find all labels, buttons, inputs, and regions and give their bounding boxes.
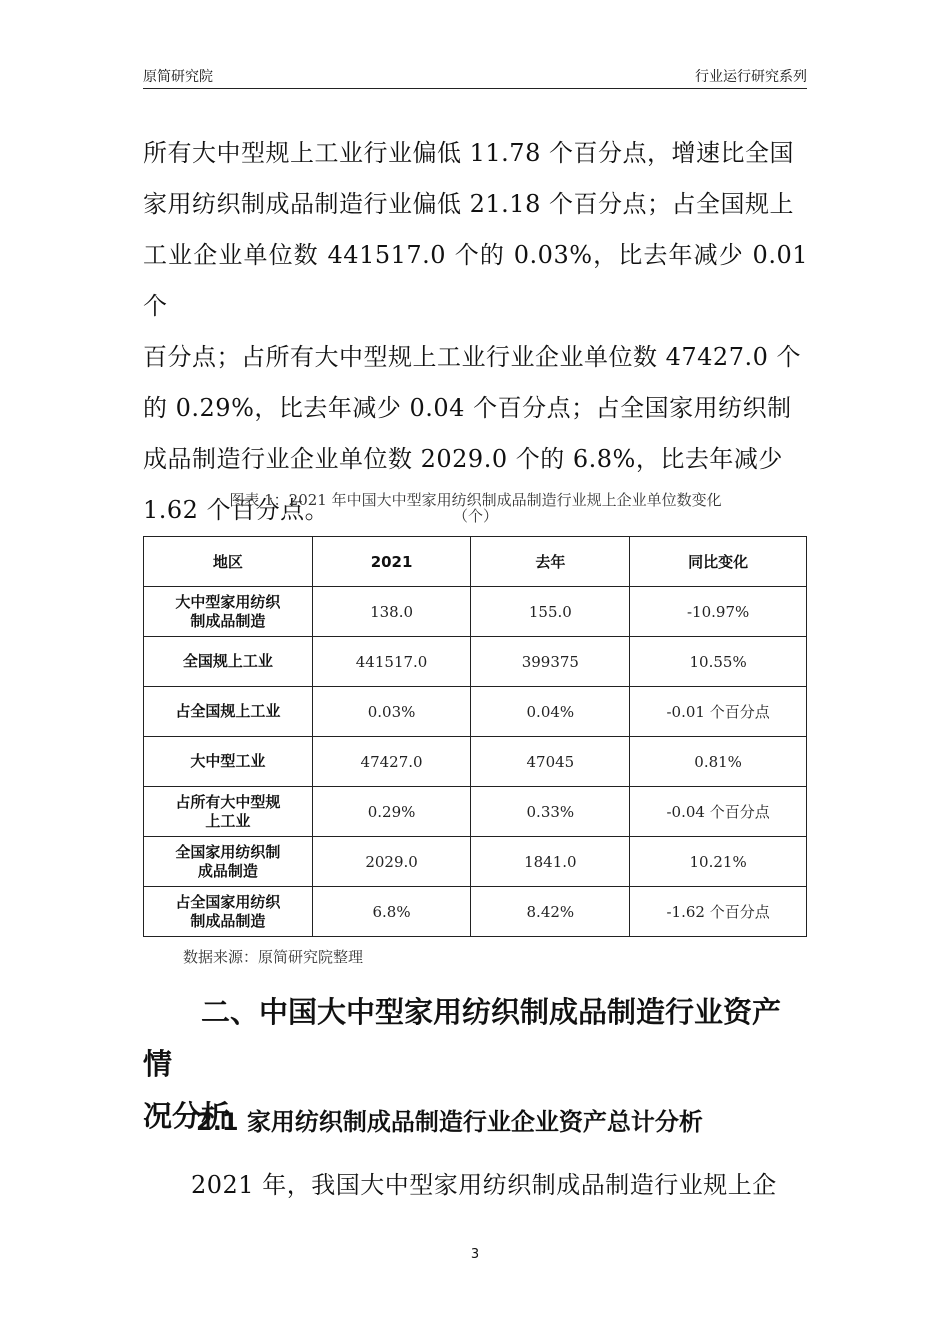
value-yoy-change: -0.04 个百分点 — [630, 787, 807, 837]
table-row — [144, 637, 807, 687]
value-last-year: 155.0 — [471, 587, 630, 637]
value-last-year: 399375 — [471, 637, 630, 687]
paragraph-line: 1.62 个百分点。 — [143, 496, 330, 524]
row-label: 全国家用纺织制 成品制造 — [144, 837, 313, 887]
row-label: 占全国规上工业 — [144, 687, 313, 737]
table-caption — [143, 490, 808, 526]
value-last-year: 47045 — [471, 737, 630, 787]
section-heading-line: 二、中国大中型家用纺织制成品制造行业资产情 — [143, 995, 782, 1081]
row-label: 占全国家用纺织 制成品制造 — [144, 887, 313, 937]
caption-unit: （个） — [452, 507, 498, 525]
table-row — [144, 787, 807, 837]
col-header-yoy-change: 同比变化 — [630, 537, 807, 587]
value-2021: 0.29% — [312, 787, 471, 837]
body-paragraph-start: 2021 年，我国大中型家用纺织制成品制造行业规上企 — [191, 1171, 777, 1199]
table-row — [144, 887, 807, 937]
table-header-row — [144, 537, 807, 587]
value-2021: 6.8% — [312, 887, 471, 937]
value-yoy-change: -0.01 个百分点 — [630, 687, 807, 737]
value-2021: 0.03% — [312, 687, 471, 737]
value-last-year: 0.33% — [471, 787, 630, 837]
col-header-last-year: 去年 — [471, 537, 630, 587]
paragraph-line: 百分点；占所有大中型规上工业行业企业单位数 47427.0 个 — [143, 343, 802, 371]
row-label: 全国规上工业 — [144, 637, 313, 687]
paragraph-line: 所有大中型规上工业行业偏低 11.78 个百分点，增速比全国 — [143, 139, 794, 167]
subsection-heading: 2.1 家用纺织制成品制造行业企业资产总计分析 — [196, 1108, 703, 1136]
value-2021: 138.0 — [312, 587, 471, 637]
col-header-region: 地区 — [144, 537, 313, 587]
value-2021: 441517.0 — [312, 637, 471, 687]
value-yoy-change: 10.21% — [630, 837, 807, 887]
col-header-2021: 2021 — [312, 537, 471, 587]
value-2021: 2029.0 — [312, 837, 471, 887]
value-last-year: 8.42% — [471, 887, 630, 937]
data-source-note: 数据来源：原简研究院整理 — [183, 948, 364, 966]
value-2021: 47427.0 — [312, 737, 471, 787]
table-row — [144, 737, 807, 787]
table-row — [144, 687, 807, 737]
caption-title: 图表 1：2021 年中国大中型家用纺织制成品制造行业规上企业单位数变化 — [229, 491, 722, 509]
row-label: 占所有大中型规 上工业 — [144, 787, 313, 837]
row-label: 大中型工业 — [144, 737, 313, 787]
row-label: 大中型家用纺织 制成品制造 — [144, 587, 313, 637]
table-row — [144, 837, 807, 887]
paragraph-line: 家用纺织制成品制造行业偏低 21.18 个百分点；占全国规上 — [143, 190, 794, 218]
value-yoy-change: -10.97% — [630, 587, 807, 637]
table-row — [144, 587, 807, 637]
intro-paragraph — [143, 128, 808, 536]
paragraph-line: 的 0.29%，比去年减少 0.04 个百分点；占全国家用纺织制 — [143, 394, 792, 422]
value-yoy-change: 0.81% — [630, 737, 807, 787]
header-series-name: 行业运行研究系列 — [695, 69, 807, 85]
header-org-name: 原简研究院 — [143, 69, 213, 85]
page-header — [143, 62, 807, 89]
value-yoy-change: -1.62 个百分点 — [630, 887, 807, 937]
section-heading-line: 况分析 — [143, 1099, 231, 1133]
value-last-year: 0.04% — [471, 687, 630, 737]
enterprise-count-table — [143, 536, 807, 937]
value-last-year: 1841.0 — [471, 837, 630, 887]
value-yoy-change: 10.55% — [630, 637, 807, 687]
paragraph-line: 成品制造行业企业单位数 2029.0 个的 6.8%，比去年减少 — [143, 445, 783, 473]
page-number: 3 — [470, 1247, 480, 1262]
paragraph-line: 工业企业单位数 441517.0 个的 0.03%，比去年减少 0.01 个 — [143, 241, 808, 320]
